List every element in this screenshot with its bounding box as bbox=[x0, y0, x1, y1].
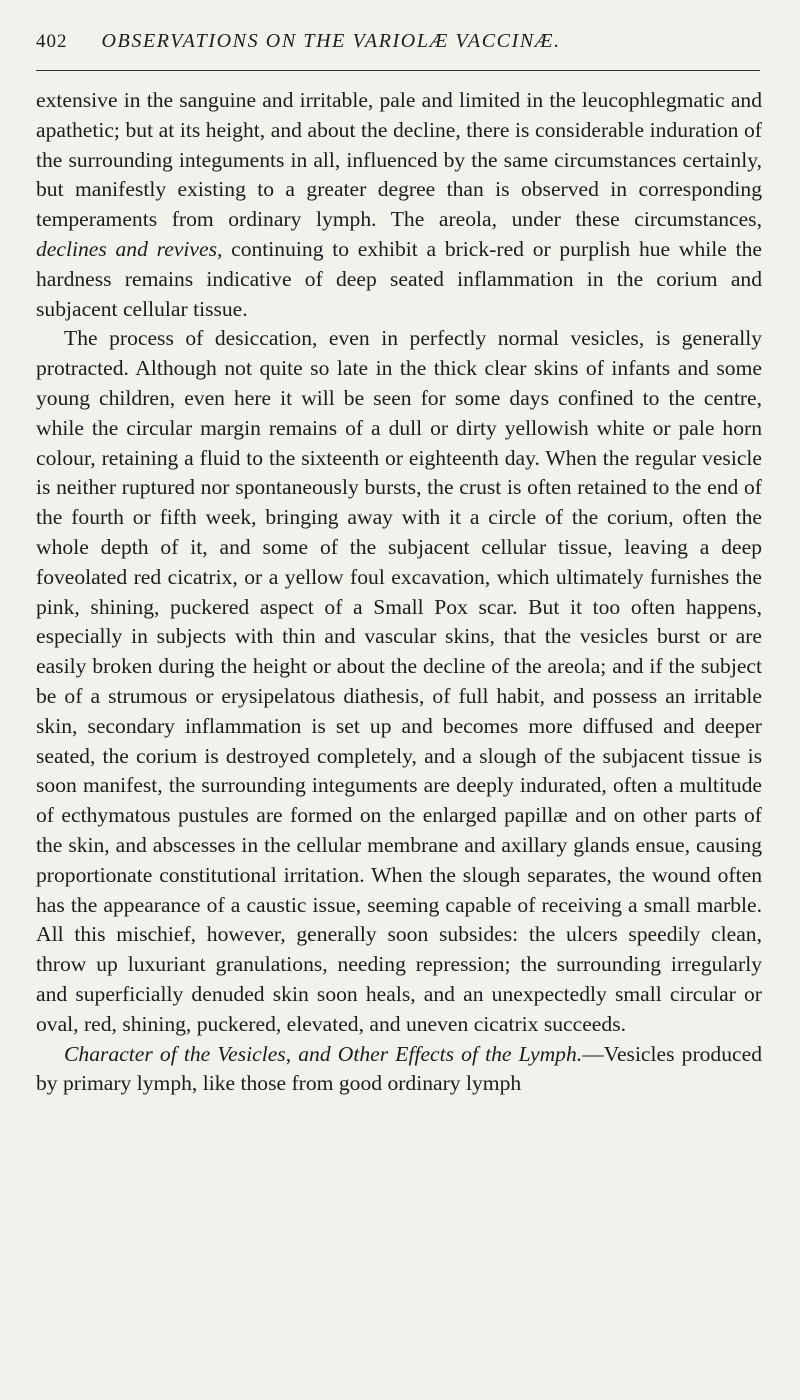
paragraph-desiccation bbox=[36, 324, 762, 1039]
italic-phrase: declines and revives, bbox=[36, 236, 223, 261]
paragraph-text: —Vesicles produced by primary lymph, like those from good ordinary lymph bbox=[36, 1041, 762, 1096]
running-title: OBSERVATIONS ON THE VARIOLÆ VACCINÆ. bbox=[101, 30, 561, 52]
page-number: 402 bbox=[36, 31, 68, 52]
paragraph-text: extensive in the sanguine and irritable, pale and limited in the leucophlegmatic and apathetic; but at its height, and about the decline, there is considerable induration of the surrounding integuments in all, influenced by the same circumstances certainly, but manifestly existing to a greater degree than is observed in corresponding temperaments from ordinary lymph. The areola, under these circumstances, bbox=[36, 88, 762, 232]
paragraph-continuation bbox=[36, 86, 762, 324]
section-heading: Character of the Vesicles, and Other Effects of the Lymph. bbox=[64, 1041, 583, 1066]
paragraph-text: continuing to exhibit a brick-red or purplish hue while the hardness remains indicative of deep seated inflammation in the corium and subjacent cellular tissue. bbox=[36, 236, 762, 321]
paragraph-character-of-vesicles bbox=[36, 1040, 762, 1100]
header-rule bbox=[36, 70, 760, 71]
body-text bbox=[36, 86, 762, 1099]
running-header bbox=[36, 30, 766, 53]
paragraph-text: The process of desiccation, even in perfectly normal vesicles, is generally protracted. Although not quite so late in the thick clear skins of infants and some young children, even here it will be seen for some days confined to the centre, while the circular margin remains of a dull or dirty yellowish white or pale horn colour, retaining a fluid to the sixteenth or eighteenth day. When the regular vesicle is neither ruptured nor spontaneously bursts, the crust is often retained to the end of the fourth or fifth week, bringing away with it a circle of the corium, often the whole depth of it, and some of the subjacent cellular tissue, leaving a deep foveolated red cicatrix, or a yellow foul excavation, which ultimately furnishes the pink, shining, puckered aspect of a Small Pox scar. But it too often happens, especially in subjects with thin and vascular skins, that the vesicles burst or are easily broken during the height or about the decline of the areola; and if the subject be of a strumous or erysipelatous diathesis, of full habit, and possess an irritable skin, secondary inflammation is set up and becomes more diffused and deeper seated, the corium is destroyed completely, and a slough of the subjacent tissue is soon manifest, the surrounding integuments are deeply indurated, often a multitude of ecthymatous pustules are formed on the enlarged papillæ and on other parts of the skin, and abscesses in the cellular membrane and axillary glands ensue, causing proportionate constitutional irritation. When the slough separates, the wound often has the appearance of a caustic issue, seeming capable of receiving a small marble. All this mischief, however, generally soon subsides: the ulcers speedily clean, throw up luxuriant granulations, needing repression; the surrounding irregularly and superficially denuded skin soon heals, and an unexpectedly small circular or oval, red, shining, puckered, elevated, and uneven cicatrix succeeds. bbox=[36, 326, 762, 1036]
